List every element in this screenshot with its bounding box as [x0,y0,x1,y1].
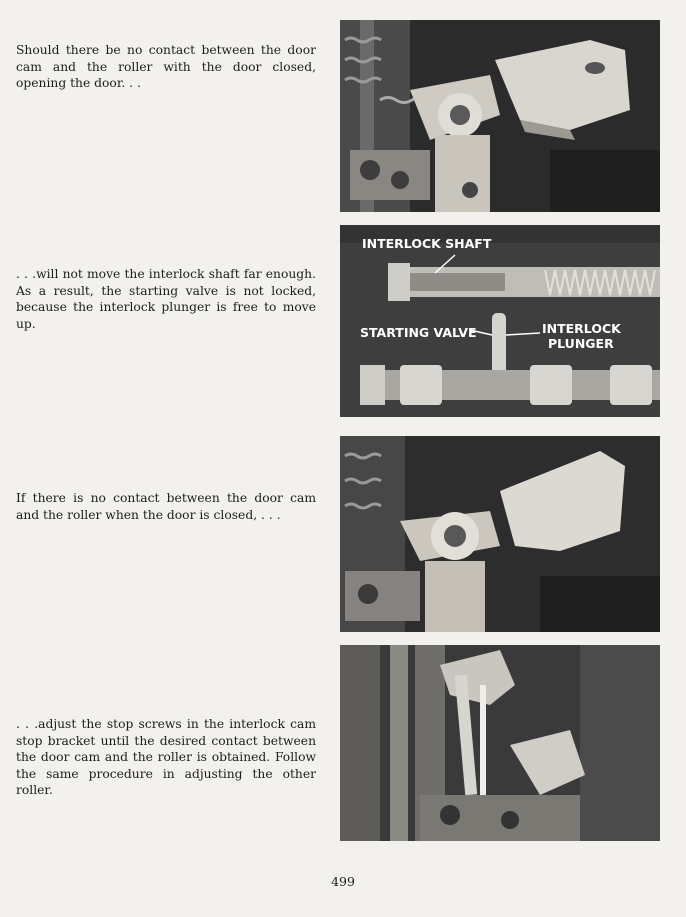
photo-adjust-stop-screws [340,645,660,841]
caption-door-cam-no-contact: Should there be no contact between the door cam and the roller with the door closed, opening the door. . . [16,43,316,90]
label-starting-valve: STARTING VALVE [360,325,477,340]
page-number: 499 [331,874,355,889]
caption-interlock-shaft: . . .will not move the interlock shaft far enough. As a result, the starting valve is not locked, because the interlock plunger is free to move up. [16,267,316,331]
photo-door-closed [340,436,660,632]
label-interlock-shaft: INTERLOCK SHAFT [362,236,492,251]
caption-adjust-stop-screws: . . .adjust the stop screws in the interlock cam stop bracket until the desired contact between the door cam and the roller is obtained. Follow the same procedure in adjusting the other roller. [16,717,316,797]
caption-door-closed: If there is no contact between the door cam and the roller when the door is closed, . . . [16,491,316,522]
label-interlock-plunger-2: PLUNGER [548,336,614,351]
photo-door-cam-roller [340,20,660,212]
interlock-plunger-shape [492,313,506,375]
label-interlock-plunger-1: INTERLOCK [542,321,621,336]
interlock-diagram [340,225,660,417]
